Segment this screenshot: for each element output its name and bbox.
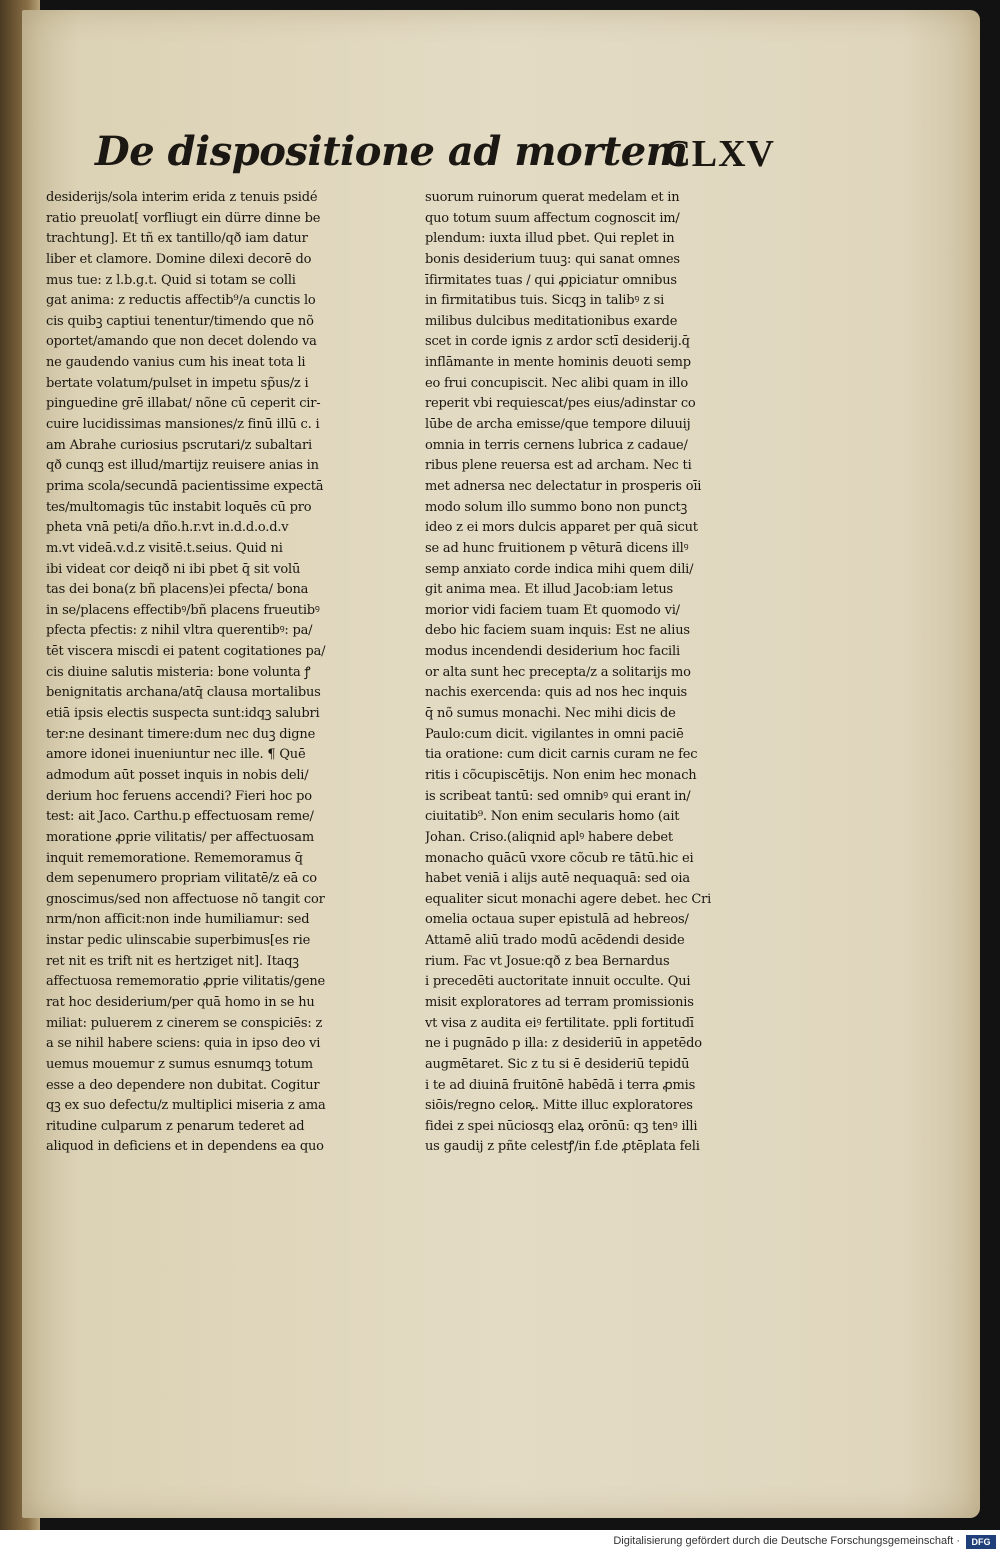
- text-line: modus incendendi desiderium hoc facili: [425, 644, 680, 660]
- text-line: Johan. Criso.(aliqnid aplꝰ habere debet: [425, 829, 673, 845]
- text-line: ritis i cõcupiscētijs. Non enim hec monach: [425, 767, 697, 783]
- text-line: prima scola/secundā pacientissime expectā: [46, 478, 324, 494]
- text-line: plendum: iuxta illud pbet. Qui replet in: [425, 231, 675, 247]
- text-line: monacho quācū vxore cõcub re tātū.hic ei: [425, 850, 694, 866]
- text-line: pheta vnā peti/a dño.h.r.vt in.d.d.o.d.v: [46, 520, 289, 536]
- text-line: rat hoc desiderium/per quā homo in se hu: [46, 994, 315, 1010]
- text-line: moratione ꝓprie vilitatis/ per affectuosam: [46, 829, 314, 845]
- text-line: debo hic faciem suam inquis: Est ne alius: [425, 623, 690, 639]
- text-line: git anima mea. Et illud Jacob:iam letus: [425, 582, 673, 598]
- text-line: ne gaudendo vanius cum his ineat tota li: [46, 355, 306, 371]
- text-line: reperit vbi requiescat/pes eius/adinstar co: [425, 396, 696, 412]
- text-line: fidei z spei nūciosqꝫ elaꝝ orōnū: qꝫ tenꝰ illi: [425, 1118, 698, 1134]
- text-line: bertate volatum/pulset in impetu sp̃us/z i: [46, 375, 309, 391]
- text-line: semp anxiato corde indica mihi quem dili/: [425, 561, 694, 577]
- text-line: omnia in terris cernens lubrica z cadaue/: [425, 437, 688, 453]
- text-line: is scribeat tantū: sed omnibꝰ qui erant in/: [425, 788, 691, 804]
- text-line: milibus dulcibus meditationibus exarde: [425, 313, 678, 329]
- text-line: ideo z ei mors dulcis apparet per quā sicut: [425, 520, 698, 536]
- text-line: omelia octaua super epistulā ad hebreos/: [425, 912, 689, 928]
- text-line: īfirmitates tuas / qui ꝓpiciatur omnibus: [425, 272, 677, 288]
- text-line: eo frui concupiscit. Nec alibi quam in illo: [425, 375, 688, 391]
- text-line: us gaudij z pñte celestꝭ/in f.de ꝓtēplata feli: [425, 1139, 700, 1155]
- text-line: esse a deo dependere non dubitat. Cogitur: [46, 1077, 320, 1093]
- text-line: tēt viscera miscdi ei patent cogitationes pa/: [46, 644, 326, 660]
- text-line: inquit rememoratione. Rememoramus q̄: [46, 850, 303, 866]
- text-line: Paulo:cum dicit. vigilantes in omni paciē: [425, 726, 684, 742]
- text-line: ne i pugnādo p illa: z desideriū in appetēdo: [425, 1036, 702, 1052]
- text-line: met adnersa nec delectatur in prosperis oīi: [425, 478, 702, 494]
- text-line: pinguedine grē illabat/ nõne cū ceperit cir-: [46, 396, 321, 412]
- text-line: quo totum suum affectum cognoscit im/: [425, 210, 680, 226]
- text-line: admodum aūt posset inquis in nobis deli/: [46, 767, 309, 783]
- text-line: pfecta pfectis: z nihil vltra querentibꝰ: pa/: [46, 623, 313, 639]
- text-line: vt visa z audita eiꝰ fertilitate. ppli fortitudī: [425, 1015, 694, 1031]
- text-line: q̄ nõ sumus monachi. Nec mihi dicis de: [425, 706, 676, 722]
- text-line: ret nit es trift nit es hertziget nit]. Itaqꝫ: [46, 953, 299, 969]
- text-line: habet veniā i alijs autē nequaquā: sed oia: [425, 871, 690, 887]
- text-line: siōis/regno celoꝶ. Mitte illuc exploratores: [425, 1098, 693, 1114]
- text-line: gnoscimus/sed non affectuose nõ tangit cor: [46, 891, 325, 907]
- text-line: modo solum illo summo bono non punctꝫ: [425, 499, 688, 515]
- text-line: gat anima: z reductis affectib⁹/a cunctis lo: [46, 293, 316, 309]
- text-line: a se nihil habere sciens: quia in ipso deo vi: [46, 1036, 321, 1052]
- text-line: cis diuine salutis misteria: bone volunta ꝭ: [46, 664, 311, 680]
- text-line: morior vidi faciem tuam Et quomodo vi/: [425, 602, 680, 618]
- text-line: amore idonei inueniuntur nec ille. ¶ Quē: [46, 747, 306, 763]
- text-line: trachtung]. Et tñ ex tantillo/qð iam datur: [46, 231, 308, 247]
- text-line: miliat: puluerem z cinerem se conspiciēs: z: [46, 1015, 323, 1031]
- text-line: i precedēti auctoritate innuit occulte. Qui: [425, 974, 691, 990]
- text-line: suorum ruinorum querat medelam et in: [425, 190, 680, 205]
- text-line: benignitatis archana/atq̄ clausa mortalibus: [46, 685, 321, 701]
- text-line: instar pedic ulinscabie superbimus[es rie: [46, 933, 311, 949]
- text-line: etiā ipsis electis suspecta sunt:idqꝫ salubri: [46, 706, 320, 722]
- text-line: se ad hunc fruitionem p vēturā dicens illꝰ: [425, 540, 689, 556]
- text-line: or alta sunt hec precepta/z a solitarijs mo: [425, 664, 691, 680]
- text-line: mus tue: z l.b.g.t. Quid si totam se colli: [46, 272, 296, 288]
- text-line: ribus plene reuersa est ad archam. Nec ti: [425, 458, 692, 474]
- text-line: liber et clamore. Domine dilexi decorē do: [46, 251, 312, 267]
- text-line: desiderijs/sola interim erida z tenuis psidé: [46, 190, 318, 205]
- text-line: equaliter sicut monachi agere debet. hec Cri: [425, 891, 712, 907]
- text-line: tia oratione: cum dicit carnis curam ne fec: [425, 747, 698, 763]
- text-column-right: [425, 188, 773, 1158]
- text-line: dem sepenumero propriam vilitatē/z eā co: [46, 871, 317, 887]
- text-line: augmētaret. Sic z tu si ē desideriū tepidū: [425, 1056, 690, 1072]
- text-line: uemus mouemur z sumus esnumqꝫ totum: [46, 1056, 313, 1072]
- text-line: ter:ne desinant timere:dum nec duꝫ digne: [46, 726, 316, 742]
- text-line: derium hoc feruens accendi? Fieri hoc po: [46, 788, 312, 804]
- text-line: scet in corde ignis z ardor sctī desiderij.q̄: [425, 334, 690, 350]
- digitization-footer: [0, 1530, 1000, 1555]
- text-line: in se/placens effectibꝰ/bñ placens frueutibꝰ: [46, 602, 320, 618]
- text-line: in firmitatibus tuis. Sicqꝫ in talibꝰ z si: [425, 293, 665, 309]
- text-line: tas dei bona(z bñ placens)ei pfecta/ bona: [46, 582, 309, 598]
- text-line: affectuosa rememoratio ꝓprie vilitatis/gene: [46, 974, 326, 990]
- text-line: m.vt videā.v.d.z visitē.t.seius. Quid ni: [46, 540, 283, 556]
- text-line: ibi videat cor deiqð ni ibi pbet q̄ sit volū: [46, 561, 301, 577]
- text-line: ritudine culparum z penarum tederet ad: [46, 1118, 305, 1134]
- text-line: cis quibꝫ captiui tenentur/timendo que nõ: [46, 313, 314, 329]
- text-line: inflāmante in mente hominis deuoti semp: [425, 355, 691, 371]
- text-line: oportet/amando que non decet dolendo va: [46, 334, 317, 350]
- text-line: ciuitatib⁹. Non enim secularis homo (ait: [425, 809, 680, 825]
- text-line: cuire lucidissimas mansiones/z finū illū c. i: [46, 417, 320, 433]
- running-title: De dispositione ad mortem: [95, 128, 688, 175]
- text-line: test: ait Jaco. Carthu.p effectuosam reme/: [46, 809, 314, 825]
- folio-number: CLXV: [663, 133, 775, 175]
- dfg-logo: DFG: [966, 1535, 996, 1549]
- text-line: i te ad diuinā fruitōnē habēdā i terra ꝓmis: [425, 1077, 696, 1093]
- text-line: aliquod in deficiens et in dependens ea quo: [46, 1139, 324, 1155]
- text-column-left: [46, 188, 376, 1158]
- text-line: tes/multomagis tūc instabit loquēs cū pro: [46, 499, 312, 515]
- text-line: nrm/non afficit:non inde humiliamur: sed: [46, 912, 310, 928]
- text-line: lūbe de archa emisse/que tempore diluuij: [425, 417, 691, 433]
- text-line: qð cunqꝫ est illud/martijz reuisere anias in: [46, 458, 319, 474]
- text-line: bonis desiderium tuuꝫ: qui sanat omnes: [425, 251, 680, 267]
- text-line: Attamē aliū trado modū acēdendi deside: [425, 933, 685, 949]
- text-line: nachis exercenda: quis ad nos hec inquis: [425, 685, 687, 701]
- funding-credit: Digitalisierung gefördert durch die Deutsche Forschungsgemeinschaft ·: [613, 1535, 960, 1547]
- text-line: misit exploratores ad terram promissionis: [425, 994, 694, 1010]
- running-head: [95, 118, 775, 188]
- text-line: am Abrahe curiosius pscrutari/z subaltari: [46, 437, 312, 453]
- text-line: rium. Fac vt Josue:qð z bea Bernardus: [425, 953, 670, 969]
- text-line: ratio preuolat[ vorfliugt ein dürre dinne be: [46, 210, 321, 226]
- text-line: qꝫ ex suo defectu/z multiplici miseria z ama: [46, 1098, 326, 1114]
